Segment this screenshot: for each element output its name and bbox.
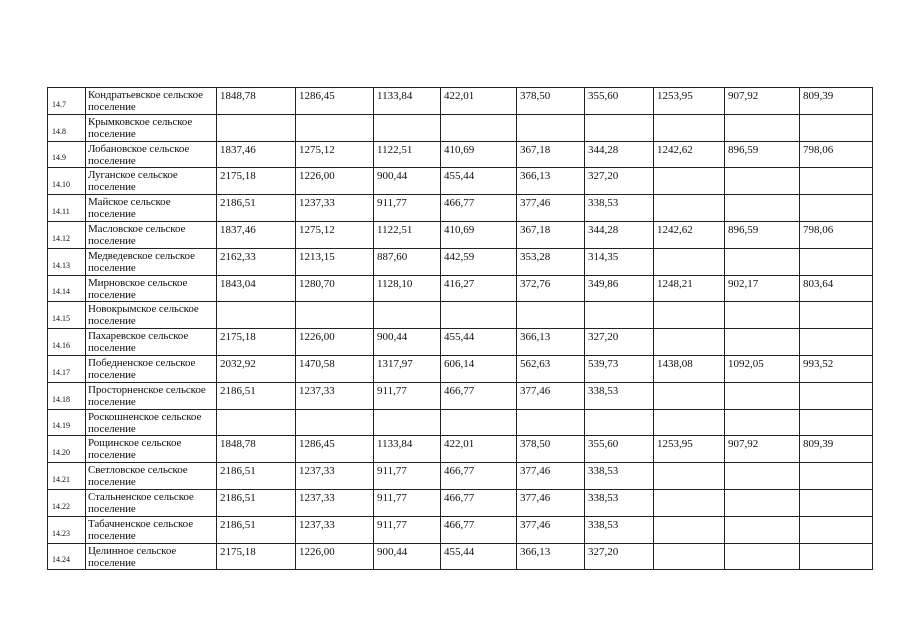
row-number: 14.9	[48, 141, 86, 168]
row-number: 14.15	[48, 302, 86, 329]
value-cell: 410,69	[441, 141, 517, 168]
value-cell	[725, 248, 800, 275]
settlement-name: Луганское сельское поселение	[86, 168, 217, 195]
value-cell: 367,18	[517, 141, 585, 168]
value-cell	[725, 543, 800, 570]
value-cell	[654, 329, 725, 356]
value-cell: 1843,04	[217, 275, 296, 302]
value-cell: 798,06	[800, 221, 873, 248]
value-cell	[374, 302, 441, 329]
value-cell: 2175,18	[217, 543, 296, 570]
value-cell	[217, 409, 296, 436]
row-number: 14.21	[48, 463, 86, 490]
value-cell: 562,63	[517, 355, 585, 382]
settlement-name: Кондратьевское сельское поселение	[86, 88, 217, 115]
value-cell: 1128,10	[374, 275, 441, 302]
value-cell	[517, 302, 585, 329]
value-cell: 1837,46	[217, 221, 296, 248]
value-cell: 2186,51	[217, 463, 296, 490]
settlement-name: Медведевское сельское поселение	[86, 248, 217, 275]
value-cell: 366,13	[517, 329, 585, 356]
value-cell: 327,20	[585, 543, 654, 570]
value-cell	[800, 168, 873, 195]
value-cell	[800, 489, 873, 516]
value-cell	[374, 114, 441, 141]
value-cell	[725, 516, 800, 543]
value-cell: 422,01	[441, 436, 517, 463]
value-cell	[296, 114, 374, 141]
table-row	[48, 355, 873, 382]
value-cell	[800, 114, 873, 141]
settlement-name: Майское сельское поселение	[86, 195, 217, 222]
settlement-name: Победненское сельское поселение	[86, 355, 217, 382]
value-cell: 1122,51	[374, 141, 441, 168]
value-cell	[296, 302, 374, 329]
value-cell	[517, 409, 585, 436]
settlement-name: Масловское сельское поселение	[86, 221, 217, 248]
table-row	[48, 88, 873, 115]
value-cell: 378,50	[517, 88, 585, 115]
value-cell	[725, 409, 800, 436]
value-cell: 410,69	[441, 221, 517, 248]
value-cell: 1280,70	[296, 275, 374, 302]
value-cell	[725, 463, 800, 490]
value-cell: 1317,97	[374, 355, 441, 382]
value-cell: 803,64	[800, 275, 873, 302]
value-cell	[725, 489, 800, 516]
value-cell: 896,59	[725, 221, 800, 248]
settlement-name: Новокрымское сельское поселение	[86, 302, 217, 329]
row-number: 14.17	[48, 355, 86, 382]
value-cell: 367,18	[517, 221, 585, 248]
value-cell	[441, 302, 517, 329]
value-cell: 377,46	[517, 516, 585, 543]
value-cell: 1133,84	[374, 436, 441, 463]
value-cell: 1286,45	[296, 88, 374, 115]
value-cell	[654, 168, 725, 195]
value-cell: 1237,33	[296, 463, 374, 490]
value-cell: 422,01	[441, 88, 517, 115]
settlement-name: Табачненское сельское поселение	[86, 516, 217, 543]
value-cell	[654, 409, 725, 436]
value-cell: 1438,08	[654, 355, 725, 382]
value-cell: 2162,33	[217, 248, 296, 275]
value-cell	[725, 329, 800, 356]
value-cell: 366,13	[517, 543, 585, 570]
value-cell	[725, 382, 800, 409]
value-cell: 1242,62	[654, 141, 725, 168]
value-cell: 377,46	[517, 382, 585, 409]
value-cell: 1248,21	[654, 275, 725, 302]
value-cell: 1226,00	[296, 329, 374, 356]
value-cell: 809,39	[800, 436, 873, 463]
value-cell	[800, 248, 873, 275]
value-cell: 900,44	[374, 543, 441, 570]
value-cell: 377,46	[517, 463, 585, 490]
value-cell: 2032,92	[217, 355, 296, 382]
value-cell: 344,28	[585, 141, 654, 168]
value-cell	[654, 114, 725, 141]
value-cell: 366,13	[517, 168, 585, 195]
value-cell: 606,14	[441, 355, 517, 382]
value-cell: 466,77	[441, 516, 517, 543]
value-cell: 1848,78	[217, 88, 296, 115]
value-cell	[725, 114, 800, 141]
table-row	[48, 409, 873, 436]
row-number: 14.20	[48, 436, 86, 463]
table-row	[48, 195, 873, 222]
table-body	[48, 88, 873, 570]
value-cell: 455,44	[441, 168, 517, 195]
value-cell: 466,77	[441, 489, 517, 516]
value-cell	[654, 516, 725, 543]
settlement-name: Целинное сельское поселение	[86, 543, 217, 570]
value-cell: 2186,51	[217, 516, 296, 543]
table-row	[48, 275, 873, 302]
value-cell: 416,27	[441, 275, 517, 302]
value-cell: 911,77	[374, 382, 441, 409]
value-cell	[217, 302, 296, 329]
value-cell: 1133,84	[374, 88, 441, 115]
row-number: 14.12	[48, 221, 86, 248]
value-cell: 349,86	[585, 275, 654, 302]
settlement-name: Светловское сельское поселение	[86, 463, 217, 490]
value-cell: 1237,33	[296, 382, 374, 409]
value-cell: 907,92	[725, 436, 800, 463]
settlement-name: Крымковское сельское поселение	[86, 114, 217, 141]
value-cell: 377,46	[517, 489, 585, 516]
row-number: 14.13	[48, 248, 86, 275]
value-cell: 911,77	[374, 489, 441, 516]
value-cell: 1242,62	[654, 221, 725, 248]
row-number: 14.10	[48, 168, 86, 195]
value-cell	[654, 463, 725, 490]
value-cell: 338,53	[585, 516, 654, 543]
row-number: 14.8	[48, 114, 86, 141]
table-row	[48, 141, 873, 168]
value-cell	[800, 302, 873, 329]
settlement-name: Стальненское сельское поселение	[86, 489, 217, 516]
settlement-name: Мирновское сельское поселение	[86, 275, 217, 302]
value-cell	[800, 382, 873, 409]
value-cell: 1237,33	[296, 195, 374, 222]
value-cell: 911,77	[374, 463, 441, 490]
value-cell: 327,20	[585, 168, 654, 195]
table-row	[48, 543, 873, 570]
value-cell	[441, 114, 517, 141]
value-cell: 539,73	[585, 355, 654, 382]
value-cell: 1275,12	[296, 141, 374, 168]
value-cell: 455,44	[441, 329, 517, 356]
value-cell	[654, 248, 725, 275]
value-cell	[800, 463, 873, 490]
value-cell: 1213,15	[296, 248, 374, 275]
value-cell: 1237,33	[296, 516, 374, 543]
value-cell: 466,77	[441, 195, 517, 222]
table-row	[48, 114, 873, 141]
value-cell	[800, 409, 873, 436]
value-cell: 466,77	[441, 463, 517, 490]
row-number: 14.11	[48, 195, 86, 222]
value-cell: 900,44	[374, 329, 441, 356]
value-cell: 378,50	[517, 436, 585, 463]
settlement-name: Рощинское сельское поселение	[86, 436, 217, 463]
value-cell: 355,60	[585, 436, 654, 463]
table-row	[48, 489, 873, 516]
value-cell: 338,53	[585, 195, 654, 222]
value-cell: 1286,45	[296, 436, 374, 463]
value-cell: 2175,18	[217, 329, 296, 356]
value-cell: 455,44	[441, 543, 517, 570]
table-row	[48, 516, 873, 543]
value-cell: 344,28	[585, 221, 654, 248]
value-cell: 900,44	[374, 168, 441, 195]
value-cell: 372,76	[517, 275, 585, 302]
row-number: 14.16	[48, 329, 86, 356]
table-row	[48, 168, 873, 195]
table-row	[48, 248, 873, 275]
value-cell	[654, 543, 725, 570]
value-cell	[725, 195, 800, 222]
value-cell: 2175,18	[217, 168, 296, 195]
value-cell: 1837,46	[217, 141, 296, 168]
table-row	[48, 463, 873, 490]
value-cell: 896,59	[725, 141, 800, 168]
value-cell: 911,77	[374, 516, 441, 543]
value-cell	[217, 114, 296, 141]
value-cell: 1122,51	[374, 221, 441, 248]
value-cell: 1848,78	[217, 436, 296, 463]
value-cell	[800, 195, 873, 222]
value-cell: 2186,51	[217, 489, 296, 516]
row-number: 14.19	[48, 409, 86, 436]
row-number: 14.14	[48, 275, 86, 302]
value-cell	[374, 409, 441, 436]
value-cell: 798,06	[800, 141, 873, 168]
value-cell: 1470,58	[296, 355, 374, 382]
value-cell	[585, 409, 654, 436]
value-cell: 809,39	[800, 88, 873, 115]
value-cell: 1226,00	[296, 543, 374, 570]
value-cell: 1237,33	[296, 489, 374, 516]
value-cell	[441, 409, 517, 436]
value-cell: 353,28	[517, 248, 585, 275]
row-number: 14.23	[48, 516, 86, 543]
value-cell: 911,77	[374, 195, 441, 222]
value-cell: 2186,51	[217, 382, 296, 409]
value-cell	[800, 516, 873, 543]
value-cell	[654, 489, 725, 516]
settlement-name: Роскошненское сельское поселение	[86, 409, 217, 436]
value-cell: 907,92	[725, 88, 800, 115]
value-cell	[654, 195, 725, 222]
value-cell: 338,53	[585, 382, 654, 409]
row-number: 14.7	[48, 88, 86, 115]
row-number: 14.24	[48, 543, 86, 570]
value-cell: 327,20	[585, 329, 654, 356]
value-cell: 338,53	[585, 489, 654, 516]
settlement-name: Лобановское сельское поселение	[86, 141, 217, 168]
tariff-table	[47, 87, 873, 570]
value-cell	[585, 302, 654, 329]
value-cell: 466,77	[441, 382, 517, 409]
value-cell: 355,60	[585, 88, 654, 115]
value-cell: 993,52	[800, 355, 873, 382]
value-cell	[800, 329, 873, 356]
value-cell	[654, 302, 725, 329]
value-cell: 338,53	[585, 463, 654, 490]
value-cell: 442,59	[441, 248, 517, 275]
value-cell	[725, 168, 800, 195]
table-row	[48, 302, 873, 329]
table-row	[48, 329, 873, 356]
value-cell: 887,60	[374, 248, 441, 275]
value-cell: 902,17	[725, 275, 800, 302]
value-cell: 2186,51	[217, 195, 296, 222]
row-number: 14.18	[48, 382, 86, 409]
value-cell: 377,46	[517, 195, 585, 222]
value-cell	[296, 409, 374, 436]
value-cell	[654, 382, 725, 409]
value-cell: 1092,05	[725, 355, 800, 382]
value-cell: 1275,12	[296, 221, 374, 248]
table-row	[48, 382, 873, 409]
value-cell: 314,35	[585, 248, 654, 275]
table-row	[48, 436, 873, 463]
value-cell	[585, 114, 654, 141]
row-number: 14.22	[48, 489, 86, 516]
value-cell	[725, 302, 800, 329]
value-cell: 1226,00	[296, 168, 374, 195]
value-cell	[800, 543, 873, 570]
value-cell	[517, 114, 585, 141]
value-cell: 1253,95	[654, 436, 725, 463]
settlement-name: Пахаревское сельское поселение	[86, 329, 217, 356]
table-row	[48, 221, 873, 248]
settlement-name: Просторненское сельское поселение	[86, 382, 217, 409]
value-cell: 1253,95	[654, 88, 725, 115]
